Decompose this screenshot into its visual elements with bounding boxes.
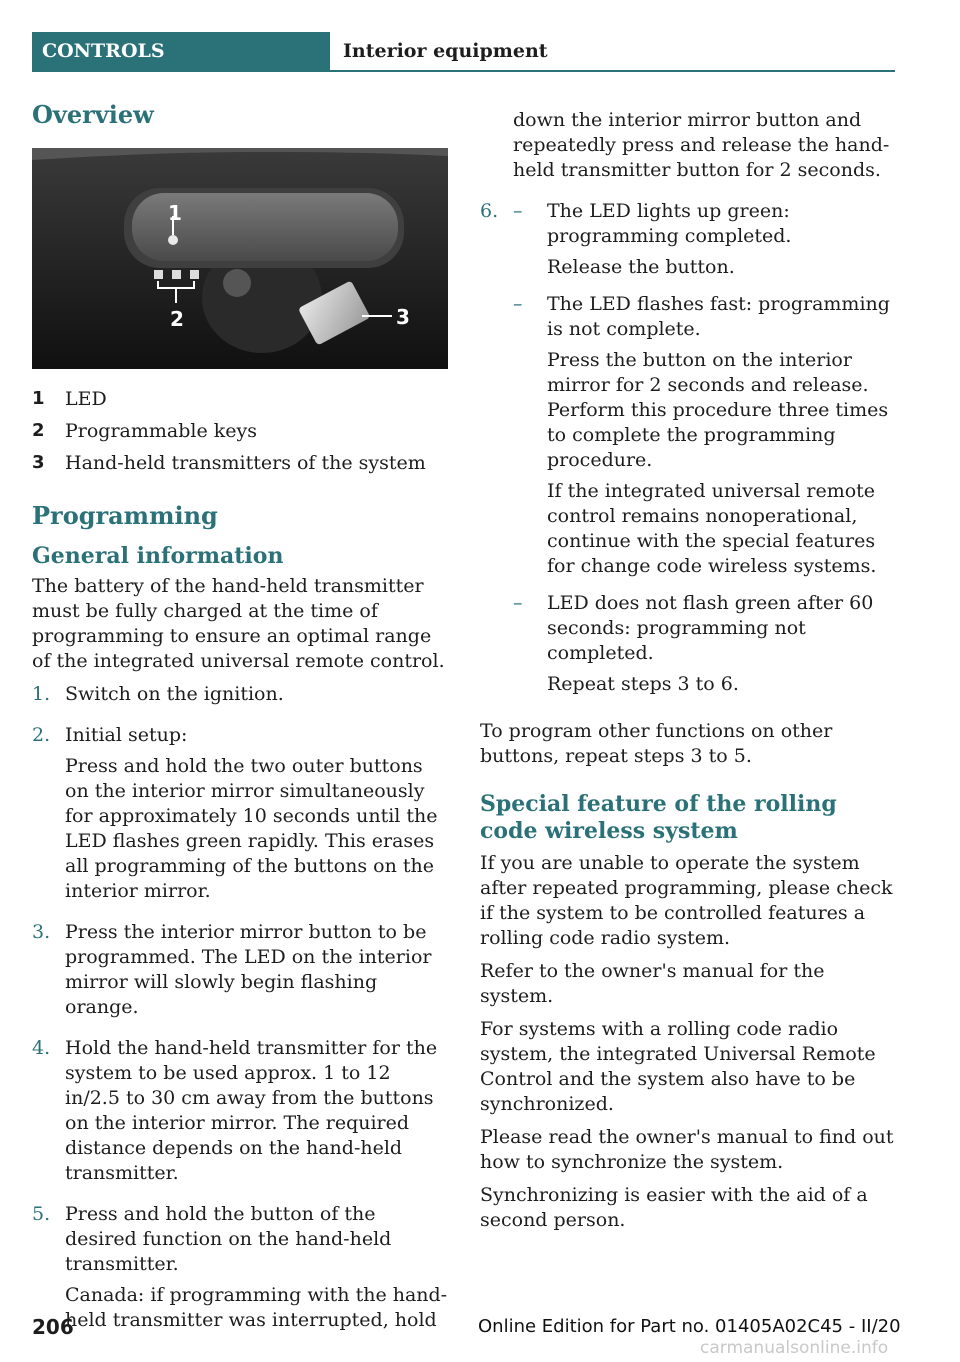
result-text: If the integrated universal remote control remains nonoperational, continue with the special features for change code wireless systems. [547,480,877,577]
legend-item [32,383,448,415]
edition-note: Online Edition for Part no. 01405A02C45 - II/20 [478,1316,901,1337]
result-item [513,292,896,585]
step-item [32,1036,448,1192]
result-text: Press the button on the interior mirror for 2 seconds and release. Perform this procedure three times to complete the programming procedure. [547,349,889,471]
site-watermark: carmanualsonline.info [700,1338,889,1358]
step-text: Initial setup: [65,724,188,746]
result-text: LED does not flash green after 60 seconds: programming not completed. [547,592,874,664]
overview-heading: Overview [32,100,154,129]
step-item [32,920,448,1026]
legend-text: LED [65,388,107,410]
step-item [32,723,448,910]
result-text: The LED flashes fast: programming is not complete. [547,293,890,340]
page-number: 206 [32,1315,74,1339]
step-text: Press and hold the button of the desired function on the hand-held transmitter. [65,1203,392,1275]
step-item [32,682,448,713]
other-buttons-text: To program other functions on other buttons, repeat steps 3 to 5. [480,720,833,767]
result-text: Repeat steps 3 to 6. [547,673,739,695]
rolling-code-text: Please read the owner's manual to find out how to synchronize the system. [480,1126,894,1173]
mirror-figure [32,148,448,369]
programming-steps [32,682,448,1339]
step-text: Press the interior mirror button to be programmed. The LED on the interior mirror will slowly begin flashing orange. [65,921,432,1018]
programming-heading: Programming [32,501,218,530]
rolling-code-text: For systems with a rolling code radio system, the integrated Universal Remote Control and the system also have to be synchronized. [480,1018,876,1115]
step-number: 3. [32,921,51,943]
right-column [480,108,896,1241]
legend-number: 2 [32,420,45,441]
step-number: 1. [32,683,51,705]
dash-bullet: – [513,200,523,222]
step-item [32,1202,448,1339]
result-item [513,591,896,703]
step-text: down the interior mirror button and repeatedly press and release the hand-held transmitter button for 2 seconds. [513,109,890,181]
figure-label-3: 3 [396,305,410,329]
dash-bullet: – [513,592,523,614]
section-tab: CONTROLS [32,32,330,70]
dash-bullet: – [513,293,523,315]
rolling-code-heading: Special feature of the rolling code wireless system [480,791,837,844]
figure-legend [32,383,448,479]
rolling-code-text: Synchronizing is easier with the aid of a second person. [480,1184,868,1231]
left-column [32,100,448,1349]
step-number: 2. [32,724,51,746]
step-text: Switch on the ignition. [65,683,284,705]
general-information-text: The battery of the hand-held transmitter must be fully charged at the time of programming to ensure an optimal range of the integrated universal remote control. [32,575,445,672]
legend-item [32,447,448,479]
legend-text: Hand-held transmitters of the system [65,452,426,474]
result-text: Release the button. [547,256,735,278]
step-text: Press and hold the two outer buttons on the interior mirror simultaneously for approximately 10 seconds until the LED flashes green rapidly. This erases all programming of the buttons on the interior mirror. [65,755,438,902]
step-number: 5. [32,1203,51,1225]
interior-mirror-illustration [32,148,448,369]
legend-text: Programmable keys [65,420,258,442]
step-item [480,199,896,709]
figure-label-1: 1 [168,201,182,225]
figure-label-2: 2 [170,307,184,331]
chapter-title: Interior equipment [343,40,548,62]
result-item [513,199,896,286]
step-text: Hold the hand-held transmitter for the system to be used approx. 1 to 12 in/2.5 to 30 cm away from the buttons on the interior mirror. The required distance depends on the hand-held transmitter. [65,1037,438,1184]
rolling-code-text: If you are unable to operate the system after repeated programming, please check if the system to be controlled features a rolling code radio system. [480,852,893,949]
step-continuation [480,108,896,189]
step-text: Canada: if programming with the hand-held transmitter was interrupted, hold [65,1284,448,1331]
legend-number: 3 [32,452,45,473]
rolling-code-text: Refer to the owner's manual for the system. [480,960,825,1007]
legend-item [32,415,448,447]
legend-number: 1 [32,388,45,409]
step-number: 6. [480,200,499,222]
general-information-heading: General information [32,543,284,569]
step-number: 4. [32,1037,51,1059]
page-header [32,32,895,72]
result-text: The LED lights up green: programming completed. [547,200,792,247]
